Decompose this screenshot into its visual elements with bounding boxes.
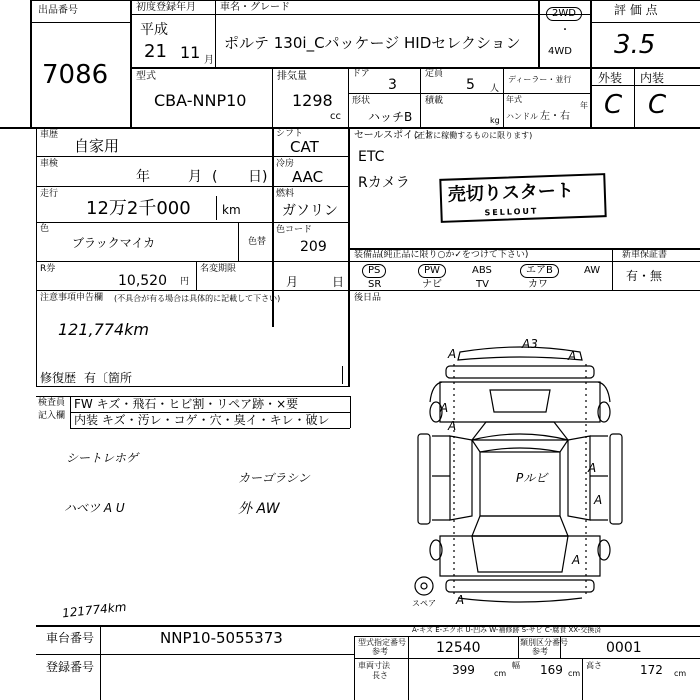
model-grade-value: ポルテ 130i_Cパッケージ HIDセレクション bbox=[224, 34, 521, 52]
rule bbox=[420, 68, 421, 128]
diagram-mark-front-right: A bbox=[568, 349, 577, 363]
rule bbox=[590, 0, 592, 128]
body-height-label: 高さ bbox=[586, 661, 602, 670]
diagram-mark-bumper: A bbox=[572, 553, 581, 567]
rule bbox=[36, 261, 348, 262]
rule bbox=[354, 658, 700, 659]
model-designation-sub: 参考 bbox=[372, 647, 388, 656]
equipment-sub: (純正品に限り○か✓をつけて下さい) bbox=[380, 250, 529, 260]
color-code-value: 209 bbox=[300, 239, 327, 255]
model-code-label: 型式 bbox=[136, 71, 156, 82]
inspector-row-1: FW キズ・飛石・ヒビ割・リペア跡・×要 bbox=[74, 397, 299, 411]
mileage-label: 走行 bbox=[40, 189, 59, 199]
handle-label: ハンドル bbox=[506, 112, 538, 121]
diagram-mark-front-left: A bbox=[448, 347, 457, 361]
doors-value: 3 bbox=[388, 77, 397, 93]
capacity-value: 5 bbox=[466, 77, 475, 93]
rule bbox=[30, 22, 130, 23]
rule bbox=[196, 261, 197, 290]
rule bbox=[130, 67, 700, 69]
rule bbox=[348, 93, 590, 94]
shape-value: ハッチB bbox=[368, 110, 413, 124]
model-designation-value: 12540 bbox=[436, 640, 481, 656]
diagram-mark-door-right: A bbox=[588, 461, 597, 475]
rule bbox=[348, 68, 349, 128]
displacement-value: 1298 bbox=[292, 91, 333, 110]
notes-mileage-handwritten: 121,774km bbox=[58, 320, 150, 339]
diagram-mark-roof-note: Pルビ bbox=[516, 471, 548, 485]
inspection-year: 年 bbox=[136, 169, 150, 185]
interior-label: 内装 bbox=[640, 71, 665, 85]
fuel-value: ガソリン bbox=[282, 203, 338, 219]
equip-ps: PS bbox=[362, 264, 386, 278]
class-code-sub: 参考 bbox=[532, 647, 548, 656]
rule bbox=[348, 261, 700, 262]
rule bbox=[36, 654, 354, 655]
mileage-value: 12万2千000 bbox=[86, 198, 191, 219]
body-height-value: 172 bbox=[640, 663, 663, 677]
aircon-label: 冷房 bbox=[276, 159, 295, 169]
exterior-label: 外装 bbox=[598, 71, 623, 85]
displacement-label: 排気量 bbox=[277, 71, 307, 82]
rule bbox=[348, 127, 350, 387]
equip-airbag: エアB bbox=[520, 264, 559, 278]
equip-aw: AW bbox=[584, 265, 601, 276]
first-reg-label: 初度登録年月 bbox=[136, 2, 196, 13]
name-change-day: 日 bbox=[332, 275, 345, 289]
drive-dot: ・ bbox=[560, 25, 570, 36]
color-value: ブラックマイカ bbox=[72, 236, 156, 250]
warranty-value: 有・無 bbox=[626, 269, 663, 283]
mileage-divider bbox=[216, 196, 217, 220]
warranty-label: 新車保証書 bbox=[622, 250, 668, 260]
rule bbox=[408, 636, 409, 700]
fuel-label: 燃料 bbox=[276, 189, 295, 199]
model-code-value: CBA-NNP10 bbox=[154, 91, 247, 110]
rule bbox=[36, 222, 348, 223]
diagram-spare: スペア bbox=[412, 599, 436, 608]
repair-bracket bbox=[342, 366, 343, 384]
body-width-label: 幅 bbox=[512, 661, 520, 670]
equip-pw: PW bbox=[418, 264, 446, 278]
inspection-label: 車検 bbox=[40, 159, 59, 169]
rule bbox=[100, 625, 101, 700]
rule bbox=[348, 290, 700, 291]
shape-label: 形状 bbox=[352, 96, 371, 106]
model-year-label: 年式 bbox=[506, 95, 522, 104]
rule bbox=[538, 0, 540, 68]
rule bbox=[272, 68, 273, 128]
first-reg-month: 11 bbox=[180, 43, 201, 62]
rule bbox=[612, 248, 613, 290]
recycle-value: 10,520 bbox=[118, 273, 167, 289]
selling-points-label: セールスポイント bbox=[354, 130, 434, 141]
class-code-label: 類別区分番号 bbox=[520, 638, 568, 647]
rule bbox=[590, 85, 700, 86]
rule bbox=[30, 0, 32, 128]
model-grade-label: 車名・グレード bbox=[220, 2, 290, 13]
chassis-label: 車台番号 bbox=[46, 631, 95, 645]
hand-note-3: ハベツ A U bbox=[64, 501, 125, 515]
registration-label: 登録番号 bbox=[46, 660, 95, 674]
rule bbox=[36, 127, 37, 387]
rule bbox=[503, 68, 504, 128]
rule bbox=[582, 658, 583, 700]
diagram-mark-pillar-left: A bbox=[448, 419, 457, 433]
rule bbox=[354, 636, 700, 637]
exterior-value: C bbox=[604, 90, 623, 120]
stamp-main: 売切りスタート bbox=[447, 180, 575, 206]
hand-note-1: シートレホゲ bbox=[66, 451, 139, 465]
capacity-unit: 人 bbox=[490, 84, 500, 94]
color-code-label: 色コード bbox=[276, 225, 313, 235]
load-unit: kg bbox=[490, 116, 500, 125]
repair-label: 修復歴 bbox=[40, 371, 77, 385]
equip-navi: ナビ bbox=[422, 279, 442, 290]
selling-point-2: Rカメラ bbox=[358, 175, 410, 191]
rule bbox=[238, 222, 239, 261]
drive-2wd: 2WD bbox=[546, 7, 582, 21]
recycle-unit: 円 bbox=[180, 277, 190, 287]
equip-leather: カワ bbox=[528, 279, 548, 290]
drive-4wd: 4WD bbox=[548, 46, 572, 57]
equipment-label: 装備品 bbox=[354, 250, 382, 260]
body-width-unit: cm bbox=[568, 669, 581, 678]
inspection-day: 日) bbox=[248, 169, 268, 185]
rule bbox=[215, 0, 216, 68]
inspector-label-1: 検査員 bbox=[38, 398, 66, 408]
diagram-legend: A-キズ E-エクボ U-凹み W-補修跡 S-サビ C-腐食 XX-交換済 bbox=[412, 626, 602, 634]
score-label: 評 価 点 bbox=[614, 3, 658, 17]
body-length-sub: 長さ bbox=[372, 671, 388, 680]
body-length-unit: cm bbox=[494, 669, 507, 678]
diagram-mark-rear-right: A bbox=[594, 493, 603, 507]
rule bbox=[130, 14, 590, 15]
inspection-month: 月 bbox=[188, 169, 202, 185]
aircon-value: AAC bbox=[292, 168, 324, 186]
rule bbox=[590, 22, 700, 23]
history-value: 自家用 bbox=[74, 137, 120, 155]
sellout-stamp bbox=[439, 173, 606, 223]
hand-note-2: カーゴラシン bbox=[238, 471, 310, 485]
equip-sr: SR bbox=[368, 279, 382, 290]
selling-points-sub: (正常に稼働するものに限ります) bbox=[414, 131, 533, 140]
first-reg-era: 平成 bbox=[140, 22, 168, 38]
score-value: 3.5 bbox=[614, 30, 656, 60]
interior-value: C bbox=[648, 90, 667, 120]
shift-label: シフト bbox=[276, 129, 304, 139]
inspection-open: ( bbox=[212, 169, 218, 185]
equip-abs: ABS bbox=[472, 265, 492, 276]
notes-label: 注意事項申告欄 bbox=[40, 293, 104, 303]
rule bbox=[0, 127, 700, 129]
rule bbox=[70, 396, 71, 428]
color-change-label: 色替 bbox=[248, 237, 267, 247]
rule bbox=[36, 156, 348, 157]
mileage-unit: km bbox=[222, 203, 241, 217]
rule bbox=[36, 386, 350, 387]
model-designation-label: 型式指定番号 bbox=[358, 638, 406, 647]
recycle-label: R券 bbox=[40, 264, 56, 274]
first-reg-month-unit: 月 bbox=[204, 55, 214, 66]
repair-value: 有〔箇所 bbox=[84, 371, 133, 385]
load-label: 積載 bbox=[425, 96, 444, 106]
notes-sub: (不具合が有る場合は具体的に記載して下さい) bbox=[114, 294, 281, 303]
rule bbox=[70, 428, 350, 429]
body-length-label: 車両寸法 bbox=[358, 661, 390, 670]
shift-value: CAT bbox=[290, 138, 319, 156]
diagram-mark-rear-left: A bbox=[456, 593, 465, 607]
color-label: 色 bbox=[40, 224, 50, 234]
name-change-month: 月 bbox=[286, 275, 299, 289]
chassis-value: NNP10-5055373 bbox=[160, 629, 283, 647]
diagram-mark-roof: A3 bbox=[522, 337, 538, 351]
stamp-sub: SELLOUT bbox=[484, 206, 539, 218]
body-length-value: 399 bbox=[452, 663, 475, 677]
class-code-value: 0001 bbox=[606, 640, 642, 656]
first-reg-year: 21 bbox=[144, 41, 167, 62]
rule bbox=[634, 68, 635, 128]
rule bbox=[518, 636, 519, 658]
displacement-unit: cc bbox=[330, 111, 341, 122]
hand-note-4: 外 AW bbox=[238, 501, 280, 517]
body-height-unit: cm bbox=[674, 669, 687, 678]
dealer-label: ディーラー・並行 bbox=[508, 75, 572, 84]
selling-point-1: ETC bbox=[358, 149, 385, 165]
inspector-label-2: 記入欄 bbox=[38, 411, 66, 421]
rule bbox=[36, 290, 348, 291]
body-width-value: 169 bbox=[540, 663, 563, 677]
completion-label: 後日品 bbox=[354, 293, 382, 303]
rule bbox=[354, 636, 355, 700]
handle-value: 左・右 bbox=[540, 111, 570, 122]
model-year-unit: 年 bbox=[580, 101, 588, 110]
equip-tv: TV bbox=[476, 279, 489, 290]
doors-label: ドア bbox=[352, 69, 370, 79]
rule bbox=[350, 396, 351, 428]
rule bbox=[130, 0, 132, 128]
rule bbox=[36, 186, 348, 187]
auction-no-value: 7086 bbox=[42, 60, 109, 90]
auction-no-label: 出品番号 bbox=[38, 5, 78, 16]
hand-note-5: 121774km bbox=[61, 599, 128, 621]
capacity-label: 定員 bbox=[425, 69, 444, 79]
name-change-label: 名変期限 bbox=[200, 264, 237, 274]
history-label: 車歴 bbox=[40, 130, 59, 140]
inspector-row-2: 内装 キズ・汚レ・コゲ・穴・臭イ・キレ・破レ bbox=[74, 413, 330, 427]
diagram-mark-fender-left: A bbox=[440, 401, 449, 415]
